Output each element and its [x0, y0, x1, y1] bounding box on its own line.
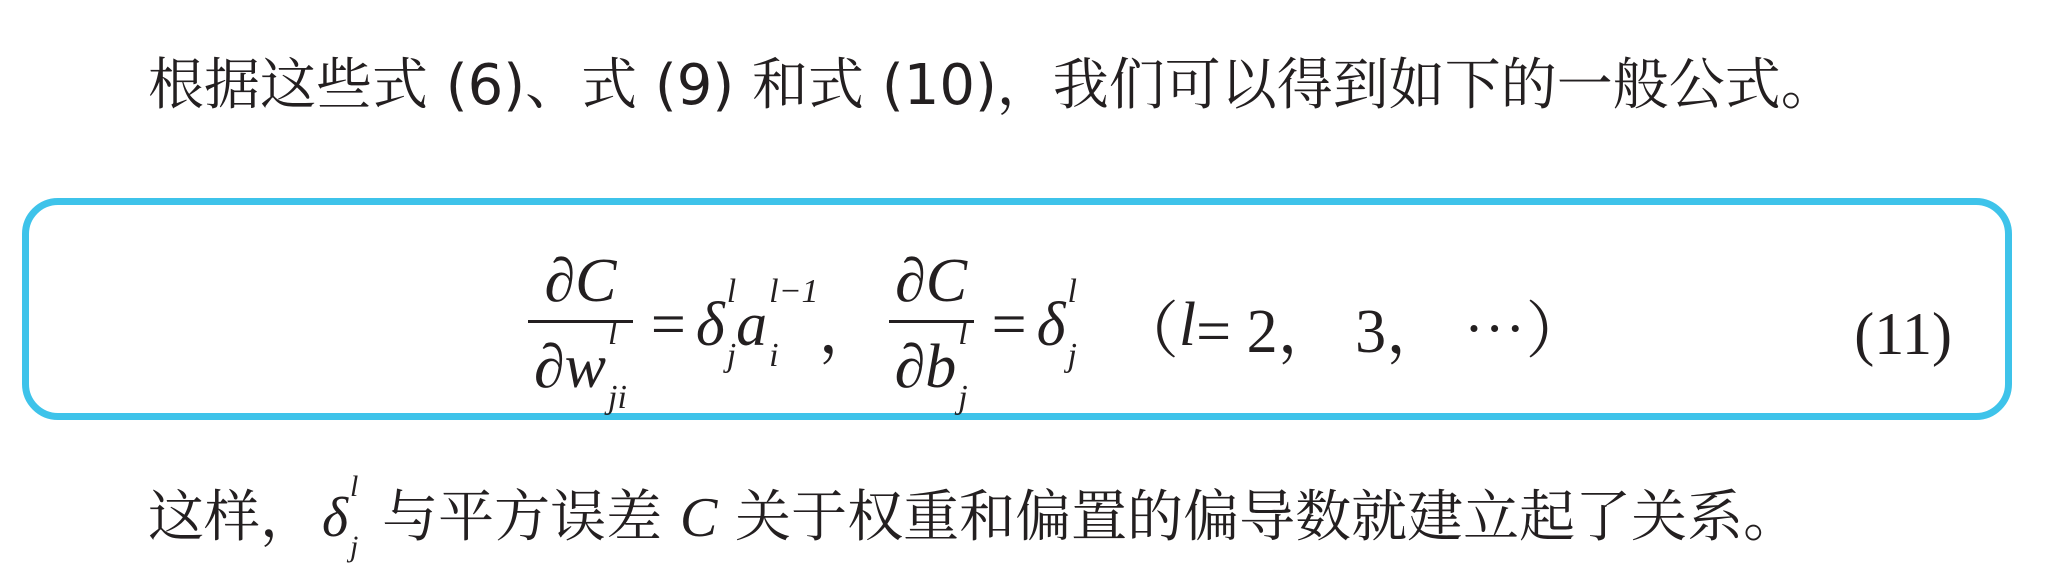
- equals-sign: =: [991, 290, 1027, 359]
- fraction-dc-db: [889, 246, 974, 416]
- equals-sign: =: [650, 290, 686, 359]
- delta-scripts: [1067, 273, 1077, 374]
- delta-scripts: [726, 273, 737, 374]
- error-symbol-c: C: [679, 487, 718, 549]
- delta-inline: [322, 470, 359, 563]
- conclusion-text-start: 这样，: [148, 485, 316, 550]
- w-scripts: [608, 314, 627, 416]
- delta-superscript: l: [1067, 273, 1077, 310]
- activation-term: [736, 273, 819, 374]
- w-superscript: l: [608, 314, 618, 352]
- separator-comma: ，: [818, 293, 881, 367]
- b-superscript: l: [958, 314, 968, 352]
- delta-symbol: δ: [695, 290, 725, 359]
- delta-term: [1036, 273, 1077, 374]
- delta-superscript: l: [350, 470, 359, 503]
- equation-number: (11): [1854, 301, 1952, 367]
- w-subscript: ji: [608, 378, 627, 416]
- delta-subscript: j: [726, 337, 737, 374]
- delta-subscript: j: [350, 530, 359, 563]
- activation-superscript: l−1: [769, 273, 819, 310]
- delta-term: [695, 273, 737, 374]
- b-subscript: j: [958, 378, 968, 416]
- condition-open-paren: （: [1116, 293, 1179, 367]
- delta-symbol: δ: [322, 487, 349, 549]
- activation-subscript: i: [769, 337, 779, 374]
- b-scripts: [958, 314, 968, 416]
- equation-11: [520, 246, 1588, 416]
- intro-paragraph: 根据这些式 (6)、式 (9) 和式 (10)，我们可以得到如下的一般公式。: [148, 53, 1837, 118]
- delta-symbol: δ: [1036, 290, 1066, 359]
- fraction-dc-dw: [528, 246, 633, 416]
- partial-b: ∂b: [894, 332, 957, 401]
- delta-superscript: l: [726, 273, 737, 310]
- fraction-denominator: [889, 314, 974, 416]
- conclusion-paragraph: [148, 470, 1800, 563]
- condition-values: = 2， 3， ⋯）: [1196, 297, 1588, 366]
- fraction-numerator: ∂C: [895, 246, 968, 315]
- fraction-numerator: ∂C: [544, 246, 617, 315]
- conclusion-text-end: 关于权重和偏置的偏导数就建立起了关系。: [717, 485, 1800, 550]
- conclusion-text-middle: 与平方误差: [364, 485, 680, 550]
- delta-subscript: j: [1067, 337, 1077, 374]
- activation-symbol: a: [736, 290, 768, 359]
- condition-l: l: [1178, 290, 1197, 359]
- delta-scripts: [350, 470, 359, 563]
- fraction-denominator: [528, 314, 633, 416]
- activation-scripts: [769, 273, 819, 374]
- partial-w: ∂w: [534, 332, 606, 401]
